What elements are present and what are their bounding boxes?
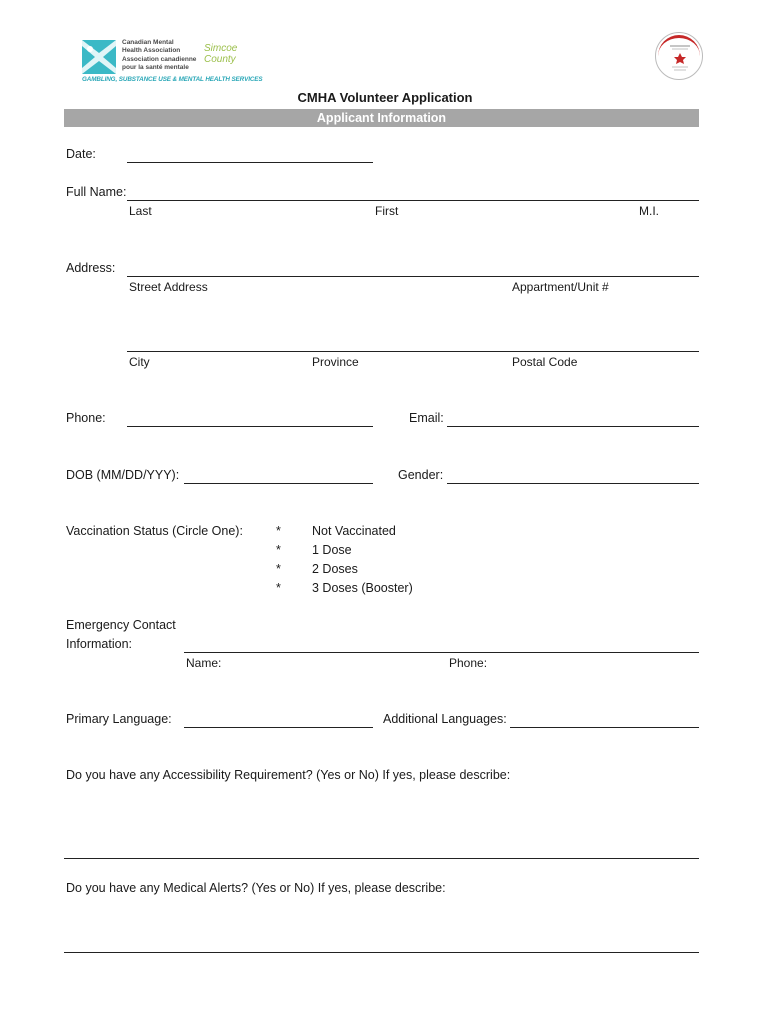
emergency-contact-label-2: Information: [66, 637, 133, 651]
middle-initial-label: M.I. [639, 204, 659, 218]
primary-language-field[interactable] [184, 727, 373, 728]
cmha-logo-mark-icon [82, 40, 116, 74]
medical-alerts-question: Do you have any Medical Alerts? (Yes or No) If yes, please describe: [66, 881, 446, 895]
additional-languages-label: Additional Languages: [383, 712, 507, 726]
phone-field[interactable] [127, 426, 373, 427]
vaccination-label: Vaccination Status (Circle One): [66, 524, 243, 538]
seal-icon [655, 32, 703, 80]
section-header: Applicant Information [64, 109, 699, 127]
form-title: CMHA Volunteer Application [297, 90, 473, 105]
date-label: Date: [66, 147, 96, 161]
additional-languages-field[interactable] [510, 727, 699, 728]
dob-field[interactable] [184, 483, 373, 484]
full-name-label: Full Name: [66, 185, 127, 199]
postal-code-label: Postal Code [512, 355, 578, 369]
logo-location: Simcoe County [204, 43, 238, 65]
vaccination-option[interactable]: 2 Doses [312, 562, 358, 576]
medical-alerts-answer-field[interactable] [64, 952, 699, 953]
vaccination-option[interactable]: 1 Dose [312, 543, 352, 557]
emergency-name-label: Name: [186, 656, 222, 670]
vaccination-option-bullet: * [276, 562, 281, 576]
gender-label: Gender: [398, 468, 444, 482]
emergency-contact-label: Emergency Contact [66, 618, 176, 632]
accessibility-question: Do you have any Accessibility Requirement? (Yes or No) If yes, please describe: [66, 768, 511, 782]
logo-org-fr: Association canadienne pour la santé mentale [122, 56, 197, 71]
email-label: Email: [409, 411, 444, 425]
logo-services: GAMBLING, SUBSTANCE USE & MENTAL HEALTH SERVICES [82, 76, 263, 83]
city-label: City [129, 355, 150, 369]
city-province-postal-field[interactable] [127, 351, 699, 352]
full-name-field[interactable] [127, 200, 699, 201]
first-name-label: First [375, 204, 399, 218]
vaccination-option[interactable]: Not Vaccinated [312, 524, 396, 538]
apartment-label: Appartment/Unit # [512, 280, 609, 294]
gender-field[interactable] [447, 483, 699, 484]
vaccination-option[interactable]: 3 Doses (Booster) [312, 581, 413, 595]
vaccination-option-bullet: * [276, 543, 281, 557]
logo-org-en: Canadian Mental Health Association [122, 39, 181, 54]
last-name-label: Last [129, 204, 152, 218]
dob-label: DOB (MM/DD/YYY): [66, 468, 180, 482]
emergency-phone-label: Phone: [449, 656, 488, 670]
street-address-label: Street Address [129, 280, 208, 294]
date-field[interactable] [127, 162, 373, 163]
province-label: Province [312, 355, 359, 369]
email-field[interactable] [447, 426, 699, 427]
vaccination-option-bullet: * [276, 524, 281, 538]
phone-label: Phone: [66, 411, 106, 425]
vaccination-option-bullet: * [276, 581, 281, 595]
accessibility-answer-field[interactable] [64, 858, 699, 859]
emergency-contact-field[interactable] [184, 652, 699, 653]
primary-language-label: Primary Language: [66, 712, 172, 726]
street-address-field[interactable] [127, 276, 699, 277]
address-label: Address: [66, 261, 116, 275]
cmha-logo [82, 38, 282, 86]
